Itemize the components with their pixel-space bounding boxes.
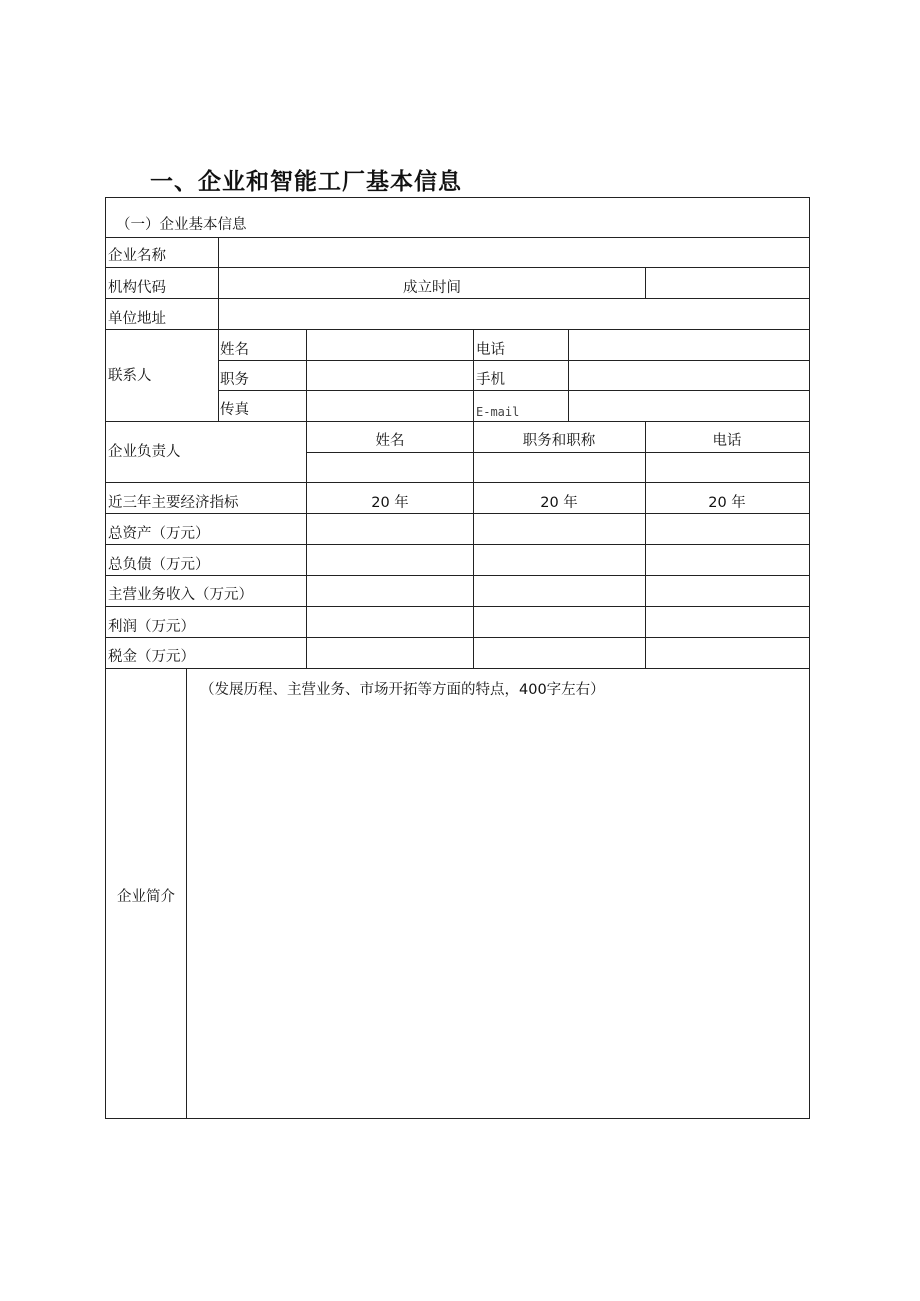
indicator-input[interactable] (306, 606, 474, 638)
indicator-row-label: 利润（万元） (108, 619, 195, 635)
contact-phone-label: 电话 (476, 342, 505, 358)
section-heading: （一）企业基本信息 (116, 217, 247, 233)
indicator-input[interactable] (306, 544, 474, 576)
contact-name-input[interactable] (306, 329, 474, 361)
indicator-row-label: 总负债（万元） (108, 557, 210, 573)
indicator-row-label: 总资产（万元） (108, 526, 210, 542)
indicator-input[interactable] (473, 575, 646, 607)
leader-label: 企业负责人 (108, 444, 181, 460)
economic-label: 近三年主要经济指标 (108, 495, 239, 511)
leader-title-header: 职务和职称 (522, 433, 596, 449)
leader-title-input[interactable] (473, 452, 646, 483)
contact-fax-input[interactable] (306, 390, 474, 422)
indicator-input[interactable] (645, 513, 810, 545)
address-input[interactable] (218, 298, 810, 330)
year-1-header: 20 年 (371, 495, 409, 511)
intro-label: 企业简介 (117, 889, 175, 905)
contact-name-label: 姓名 (220, 342, 249, 358)
indicator-input[interactable] (473, 513, 646, 545)
contact-mobile-label: 手机 (476, 372, 505, 388)
indicator-input[interactable] (645, 544, 810, 576)
established-input[interactable] (645, 267, 810, 299)
intro-hint: （发展历程、主营业务、市场开拓等方面的特点，400字左右） (200, 682, 605, 698)
contact-label: 联系人 (108, 368, 152, 384)
indicator-input[interactable] (645, 606, 810, 638)
established-label: 成立时间 (403, 280, 461, 296)
page-title: 一、企业和智能工厂基本信息 (150, 169, 462, 195)
leader-phone-input[interactable] (645, 452, 810, 483)
contact-position-input[interactable] (306, 360, 474, 391)
indicator-input[interactable] (306, 575, 474, 607)
company-name-label: 企业名称 (108, 248, 166, 264)
year-2-header: 20 年 (540, 495, 578, 511)
leader-name-input[interactable] (306, 452, 474, 483)
contact-fax-label: 传真 (220, 402, 249, 418)
org-code-label: 机构代码 (108, 280, 166, 296)
leader-phone-header: 电话 (712, 433, 742, 449)
indicator-input[interactable] (473, 606, 646, 638)
indicator-row-label: 税金（万元） (108, 649, 195, 665)
indicator-input[interactable] (473, 637, 646, 669)
contact-phone-input[interactable] (568, 329, 810, 361)
indicator-input[interactable] (306, 637, 474, 669)
contact-position-label: 职务 (220, 372, 249, 388)
leader-name-header: 姓名 (375, 433, 405, 449)
contact-email-label: E-mail (476, 405, 520, 419)
contact-mobile-input[interactable] (568, 360, 810, 391)
company-name-input[interactable] (218, 237, 810, 268)
indicator-input[interactable] (645, 637, 810, 669)
year-3-header: 20 年 (708, 495, 746, 511)
intro-textarea[interactable] (186, 668, 810, 1119)
contact-email-input[interactable] (568, 390, 810, 422)
indicator-input[interactable] (645, 575, 810, 607)
address-label: 单位地址 (108, 311, 166, 327)
indicator-input[interactable] (306, 513, 474, 545)
indicator-input[interactable] (473, 544, 646, 576)
indicator-row-label: 主营业务收入（万元） (108, 587, 253, 603)
